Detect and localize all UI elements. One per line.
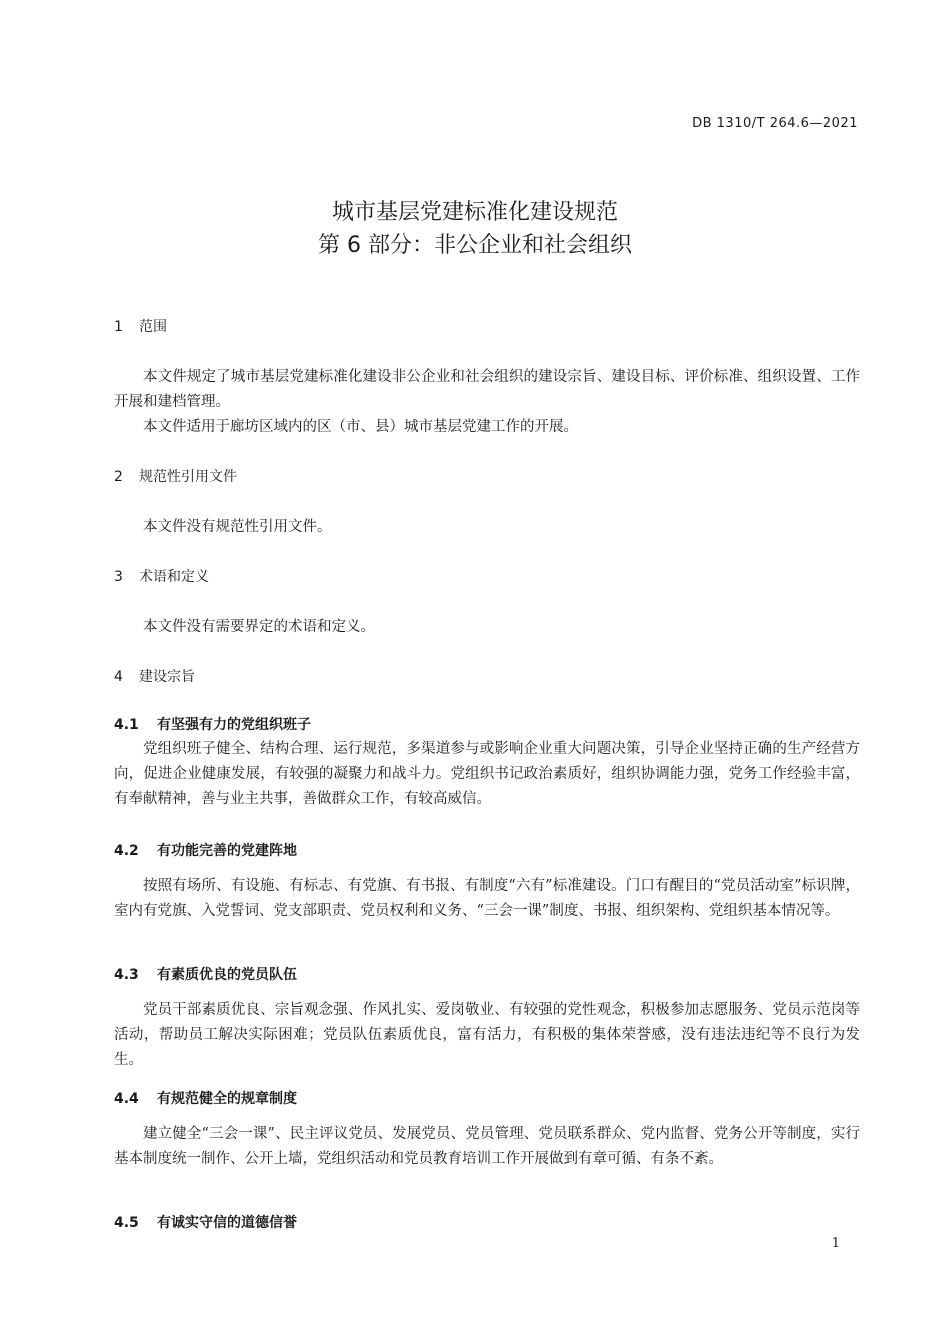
section-number: 4 bbox=[114, 669, 123, 685]
section-1-paragraph-2: 本文件适用于廊坊区域内的区（市、县）城市基层党建工作的开展。 bbox=[143, 419, 578, 435]
section-number: 4.2 bbox=[114, 843, 139, 859]
section-4-1-heading bbox=[114, 715, 311, 735]
section-3-heading bbox=[114, 567, 209, 587]
section-title: 有功能完善的党建阵地 bbox=[157, 843, 297, 859]
document-number: DB 1310/T 264.6—2021 bbox=[692, 116, 858, 131]
page-number: 1 bbox=[831, 1236, 840, 1251]
section-3-paragraph-1: 本文件没有需要界定的术语和定义。 bbox=[143, 619, 375, 635]
section-4-heading bbox=[114, 667, 195, 687]
section-title: 规范性引用文件 bbox=[139, 469, 237, 485]
document-title-line2: 第 6 部分：非公企业和社会组织 bbox=[318, 233, 632, 258]
section-title: 有诚实守信的道德信誉 bbox=[157, 1215, 297, 1231]
section-title: 术语和定义 bbox=[139, 569, 209, 585]
section-4-4-heading bbox=[114, 1089, 297, 1109]
section-number: 4.3 bbox=[114, 967, 139, 983]
section-1-paragraph-1: 本文件规定了城市基层党建标准化建设非公企业和社会组织的建设宗旨、建设目标、评价标准、组织设置、工作开展和建档管理。 bbox=[114, 369, 860, 410]
section-number: 4.4 bbox=[114, 1091, 139, 1107]
section-title: 范围 bbox=[139, 319, 167, 335]
section-number: 2 bbox=[114, 469, 123, 485]
section-number: 3 bbox=[114, 569, 123, 585]
section-1-heading bbox=[114, 317, 167, 337]
section-number: 4.5 bbox=[114, 1215, 139, 1231]
section-4-4-paragraph: 建立健全“三会一课”、民主评议党员、发展党员、党员管理、党员联系群众、党内监督、党务公开等制度，实行基本制度统一制作、公开上墙，党组织活动和党员教育培训工作开展做到有章可循、有条不紊。 bbox=[114, 1126, 860, 1167]
section-4-2-paragraph: 按照有场所、有设施、有标志、有党旗、有书报、有制度“六有”标准建设。门口有醒目的“党员活动室”标识牌，室内有党旗、入党誓词、党支部职责、党员权利和义务、“三会一课”制度、书报、组织架构、党组织基本情况等。 bbox=[114, 878, 860, 919]
section-number: 1 bbox=[114, 319, 123, 335]
document-title-line1: 城市基层党建标准化建设规范 bbox=[331, 200, 618, 225]
section-4-1-paragraph: 党组织班子健全、结构合理、运行规范，多渠道参与或影响企业重大问题决策，引导企业坚持正确的生产经营方向，促进企业健康发展，有较强的凝聚力和战斗力。党组织书记政治素质好，组织协调能力强，党务工作经验丰富，有奉献精神，善与业主共事，善做群众工作，有较高威信。 bbox=[114, 741, 860, 807]
section-title: 有素质优良的党员队伍 bbox=[157, 967, 297, 983]
section-title: 建设宗旨 bbox=[139, 669, 195, 685]
section-4-2-heading bbox=[114, 841, 297, 861]
section-number: 4.1 bbox=[114, 717, 139, 733]
section-title: 有坚强有力的党组织班子 bbox=[157, 717, 311, 733]
section-4-3-paragraph: 党员干部素质优良、宗旨观念强、作风扎实、爱岗敬业、有较强的党性观念，积极参加志愿服务、党员示范岗等活动，帮助员工解决实际困难；党员队伍素质优良，富有活力，有积极的集体荣誉感，没有违法违纪等不良行为发生。 bbox=[114, 1002, 860, 1068]
section-2-paragraph-1: 本文件没有规范性引用文件。 bbox=[143, 519, 332, 535]
section-2-heading bbox=[114, 467, 237, 487]
section-4-3-heading bbox=[114, 965, 297, 985]
section-title: 有规范健全的规章制度 bbox=[157, 1091, 297, 1107]
section-4-5-heading bbox=[114, 1213, 297, 1233]
